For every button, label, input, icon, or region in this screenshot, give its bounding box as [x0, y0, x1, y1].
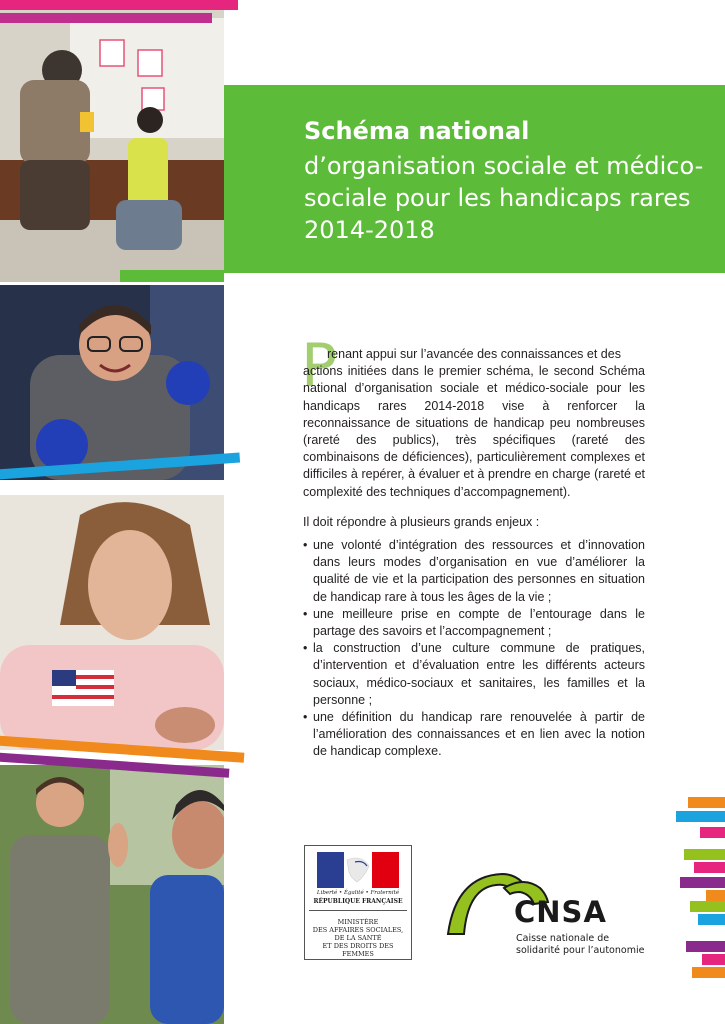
ministry-name-line: MINISTÈRE — [337, 918, 379, 926]
bullet-icon: • — [303, 538, 308, 552]
bullet-icon: • — [303, 606, 308, 621]
enjeux-list — [303, 537, 645, 761]
ministry-motto: Liberté • Égalité • Fraternité — [316, 890, 400, 896]
ministry-republic: RÉPUBLIQUE FRANÇAISE — [313, 898, 403, 905]
list-item-text: une meilleure prise en compte de l’entourage dans le partage des savoirs et l’accompagnement ; — [313, 606, 645, 639]
list-item-text: la construction d’une culture commune de pratiques, d’intervention et d’évaluation entre les différents acteurs sociaux, médico-sociaux et sanitaires, les familles et la personne ; — [313, 641, 645, 707]
dash-orange — [688, 797, 725, 808]
bullet-icon: • — [303, 641, 308, 656]
dash-orange-2 — [706, 890, 725, 901]
title-rest: d’organisation sociale et médico-sociale pour les handicaps rares 2014-2018 — [304, 152, 704, 244]
bullet-icon: • — [303, 710, 308, 725]
dash-purple — [680, 877, 725, 888]
intro-paragraph — [303, 346, 645, 501]
stripe-green-1 — [120, 270, 224, 282]
ministry-name-line: ET DES DROITS DES FEMMES — [322, 942, 394, 958]
cnsa-subtitle-line: solidarité pour l’autonomie — [516, 945, 645, 956]
ministry-name-line: DE LA SANTÉ — [334, 934, 382, 942]
list-item — [303, 709, 645, 761]
list-item — [303, 606, 645, 640]
list-item — [303, 537, 645, 606]
intro-first-line: renant appui sur l’avancée des connaissances et des — [327, 347, 621, 361]
cnsa-subtitle-line: Caisse nationale de — [516, 933, 610, 944]
photo-two-young-men — [0, 765, 224, 1024]
dash-purple-2 — [686, 941, 725, 952]
enjeux-heading: Il doit répondre à plusieurs grands enjeux : — [303, 515, 540, 529]
list-item-text: une définition du handicap rare renouvelée à partir de l’amélioration des connaissances et en lien avec la notion de handicap complexe. — [313, 710, 645, 759]
list-item — [303, 640, 645, 709]
intro-dropcap: P — [301, 331, 338, 401]
marianne-icon — [317, 852, 399, 888]
ministry-name-line: DES AFFAIRES SOCIALES, — [312, 926, 404, 934]
dash-pink-3 — [702, 954, 725, 965]
title-bold: Schéma national — [304, 117, 530, 145]
dash-orange-3 — [692, 967, 725, 978]
photo-classroom — [0, 0, 224, 282]
dash-lime — [684, 849, 725, 860]
dash-lime-2 — [690, 901, 725, 912]
cnsa-subtitle — [516, 933, 644, 957]
dash-pink — [700, 827, 725, 838]
ministry-name — [309, 918, 407, 958]
ministry-logo — [304, 845, 412, 960]
ministry-divider — [309, 910, 407, 911]
photo-boy-balls — [0, 285, 224, 480]
cnsa-name: CNSA — [514, 895, 607, 929]
dash-blue-2 — [698, 914, 725, 925]
stripe-purple-top — [0, 13, 212, 23]
photo-young-woman — [0, 495, 224, 750]
dash-pink-2 — [694, 862, 725, 873]
intro-body: actions initiées dans le premier schéma, le second Schéma national d’organisation sociale et médico-sociale pour les handicaps rares 2014-2018 vise à renforcer la reconnaissance de situations de handicap peu nombreuses (rareté des publics), très spécifiques (rareté des combinaisons de déficiences), particulièrement complexes et difficiles à repérer, à évaluer et à prendre en charge (rareté et complexité des techniques d’accompagnement). — [303, 364, 645, 499]
dash-blue — [676, 811, 725, 822]
list-item-text: une volonté d’intégration des ressources et d’innovation dans leurs modes d’organisation en vue d’améliorer la qualité de vie et la participation des personnes en situation de handicap rare à tous les âges de la vie ; — [313, 538, 645, 604]
stripe-pink-top — [0, 0, 238, 10]
